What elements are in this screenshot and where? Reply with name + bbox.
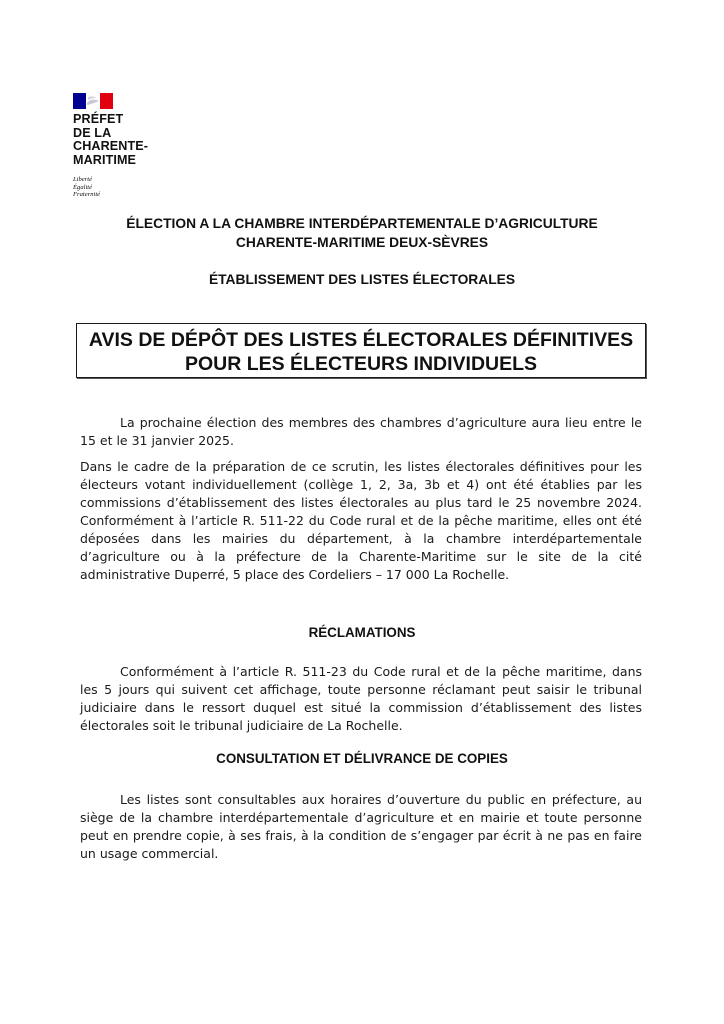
election-heading xyxy=(0,214,724,252)
avis-title-box xyxy=(76,323,646,378)
paragraph-listes-deposees: Dans le cadre de la préparation de ce scrutin, les listes électorales définitives pour les électeurs votant individuellement (collège 1, 2, 3a, 3b et 4) ont été établies par les commissions d’établissement des listes électorales au plus tard le 25 novembre 2024. Conformément à l’article R. 511-22 du Code rural et de la pêche maritime, elles ont été déposées dans les mairies du département, à la chambre interdépartementale d’agriculture ou à la préfecture de la Charente-Maritime sur le site de la cité administrative Duperré, 5 place des Cordeliers – 17 000 La Rochelle. xyxy=(80,459,642,582)
marianne-flag-icon xyxy=(73,93,113,109)
prefecture-logo xyxy=(73,93,193,199)
paragraph-reclamations: Conformément à l’article R. 511-23 du Code rural et de la pêche maritime, dans les 5 jours qui suivent cet affichage, toute personne réclamant peut saisir le tribunal judiciaire dans le ressort duquel est situé la commission d’établissement des listes électorales soit le tribunal judiciaire de La Rochelle. xyxy=(80,664,642,733)
prefet-line-1: PRÉFET xyxy=(73,112,124,126)
consultation-heading: CONSULTATION ET DÉLIVRANCE DE COPIES xyxy=(216,751,508,766)
motto-liberte: Liberté xyxy=(73,176,93,184)
paragraph-election-dates: La prochaine élection des membres des chambres d’agriculture aura lieu entre le 15 et le 31 janvier 2025. xyxy=(80,415,642,448)
prefet-line-2: DE LA xyxy=(73,125,112,140)
election-heading-line-2: CHARENTE-MARITIME DEUX-SÈVRES xyxy=(235,235,489,250)
motto-fraternite: Fraternité xyxy=(73,191,101,199)
avis-title-line-1: AVIS DE DÉPÔT DES LISTES ÉLECTORALES DÉFINITIVES xyxy=(88,329,634,351)
reclamations-heading: RÉCLAMATIONS xyxy=(308,625,416,640)
paragraph-consultation: Les listes sont consultables aux horaires d’ouverture du public en préfecture, au siège de la chambre interdépartementale d’agriculture et en mairie et toute personne peut en prendre copie, à ses frais, à la condition de s’engager par écrit à ne pas en faire un usage commercial. xyxy=(80,792,642,861)
avis-title-line-2: POUR LES ÉLECTEURS INDIVIDUELS xyxy=(184,353,538,375)
etablissement-heading: ÉTABLISSEMENT DES LISTES ÉLECTORALES xyxy=(208,272,516,287)
prefet-line-4: MARITIME xyxy=(73,152,137,167)
prefet-line-3: CHARENTE- xyxy=(73,139,149,154)
motto-egalite: Égalité xyxy=(73,183,93,191)
election-heading-line-1: ÉLECTION A LA CHAMBRE INTERDÉPARTEMENTALE D’AGRICULTURE xyxy=(126,216,598,231)
republic-motto xyxy=(73,176,193,198)
